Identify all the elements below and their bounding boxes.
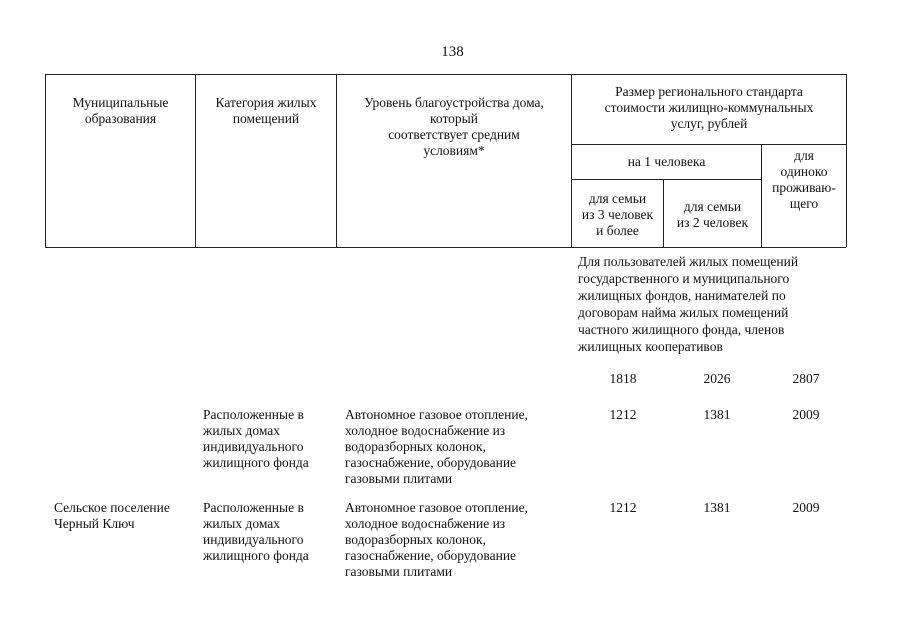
cell-line: водоразборных колонок,: [345, 439, 486, 454]
header-line: соответствует средним: [388, 127, 520, 142]
header-family-3: [572, 191, 663, 239]
header-line: и более: [596, 223, 639, 238]
cell-line: Сельское поселение: [54, 500, 170, 515]
header-line: одиноко: [780, 164, 828, 179]
header-line: стоимости жилищно-коммунальных: [604, 100, 814, 115]
note-line: жилищных фондов, нанимателей по: [578, 288, 786, 303]
cell-line: индивидуального: [203, 532, 304, 547]
cell-line: газовыми плитами: [345, 471, 453, 486]
header-single: [762, 148, 846, 212]
value-single: 2807: [792, 371, 820, 386]
header-municipalities: [46, 95, 195, 127]
value-family-3: 1212: [609, 407, 637, 422]
cell-line: холодное водоснабжение из: [345, 516, 506, 531]
header-line: Категория жилых: [215, 95, 317, 110]
header-level: [337, 95, 571, 159]
municipality-cell: [54, 500, 196, 532]
header-line: Уровень благоустройства дома,: [364, 95, 544, 110]
cell-line: Автономное газовое отопление,: [345, 407, 528, 422]
header-line: образования: [84, 111, 157, 126]
level-cell: [345, 500, 571, 580]
header-line: для семьи: [588, 191, 647, 206]
page-number: 138: [441, 44, 464, 60]
note-line: государственного и муниципального: [578, 271, 790, 286]
cell-line: газоснабжение, оборудование: [345, 548, 517, 563]
table-header-bottom-border: [45, 247, 846, 248]
header-line: Размер регионального стандарта: [615, 84, 803, 99]
header-standard-size: [572, 84, 846, 132]
cell-line: холодное водоснабжение из: [345, 423, 506, 438]
table-top-border: [45, 74, 846, 75]
header-family-2: [664, 199, 761, 231]
header-line: услуг, рублей: [670, 116, 748, 131]
header-line: щего: [789, 196, 819, 211]
cell-line: Автономное газовое отопление,: [345, 500, 528, 515]
header-category: [196, 95, 336, 127]
header-line: из 3 человек: [581, 207, 654, 222]
cell-line: Расположенные в: [203, 500, 304, 515]
group-divider: [571, 144, 846, 145]
header-line: для семьи: [683, 199, 742, 214]
cell-line: газоснабжение, оборудование: [345, 455, 517, 470]
cell-line: жилых домах: [203, 423, 281, 438]
col-border-6: [846, 74, 847, 247]
header-line: помещений: [232, 111, 300, 126]
cell-line: водоразборных колонок,: [345, 532, 486, 547]
note-line: договорам найма жилых помещений: [578, 305, 789, 320]
note-line: жилищных кооперативов: [578, 339, 723, 354]
header-line: который: [430, 111, 478, 126]
value-single: 2009: [792, 500, 820, 515]
cell-line: жилищного фонда: [203, 548, 309, 563]
cell-line: газовыми плитами: [345, 564, 453, 579]
category-cell: [203, 407, 338, 471]
header-line: из 2 человек: [676, 215, 749, 230]
subgroup-divider: [571, 179, 761, 180]
header-line: проживаю-: [772, 180, 836, 195]
value-family-2: 1381: [703, 500, 731, 515]
note-line: частного жилищного фонда, членов: [578, 322, 785, 337]
header-line: для: [794, 148, 814, 163]
note-line: Для пользователей жилых помещений: [578, 254, 799, 269]
header-per-person: на 1 человека: [627, 154, 706, 169]
value-family-3: 1818: [609, 371, 637, 386]
value-family-2: 2026: [703, 371, 731, 386]
cell-line: жилищного фонда: [203, 455, 309, 470]
value-single: 2009: [792, 407, 820, 422]
level-cell: [345, 407, 571, 487]
header-line: условиям*: [423, 143, 485, 158]
value-family-2: 1381: [703, 407, 731, 422]
category-cell: [203, 500, 338, 564]
cell-line: Расположенные в: [203, 407, 304, 422]
cell-line: Черный Ключ: [54, 516, 135, 531]
cell-line: индивидуального: [203, 439, 304, 454]
header-line: Муниципальные: [72, 95, 169, 110]
section-note: [578, 253, 846, 355]
cell-line: жилых домах: [203, 516, 281, 531]
value-family-3: 1212: [609, 500, 637, 515]
